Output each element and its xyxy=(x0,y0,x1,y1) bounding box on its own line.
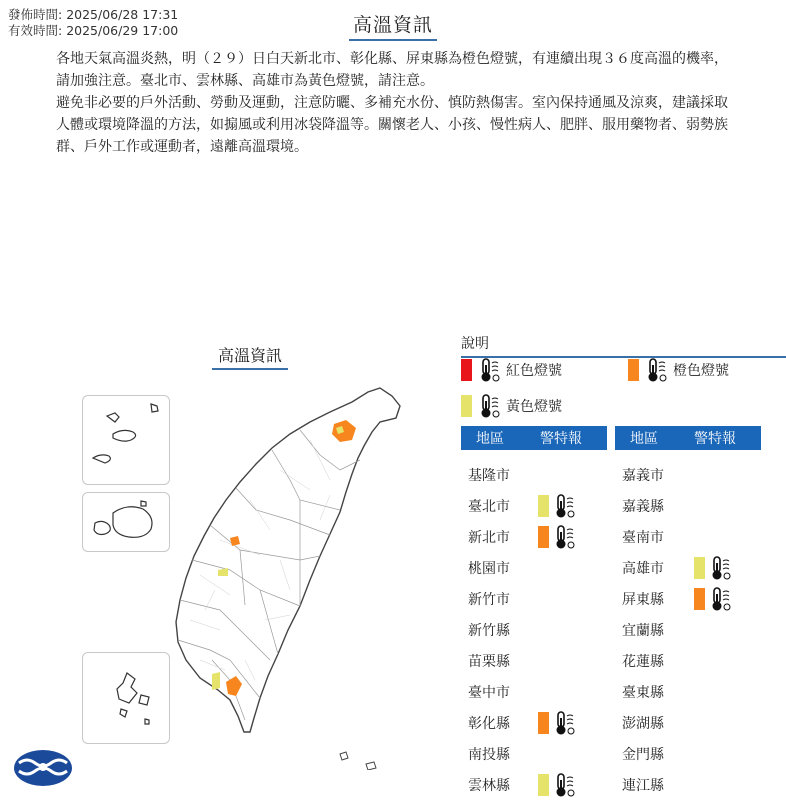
orchid-island xyxy=(366,762,376,770)
description-para-1: 各地天氣高溫炎熱，明（２９）日白天新北市、彰化縣、屏東縣為橙色燈號，有連續出現３６度高溫的機率，請加強注意。臺北市、雲林縣、高雄市為黃色燈號，請注意。 xyxy=(56,51,728,89)
valid-label: 有效時間: xyxy=(8,23,63,38)
warning-swatch xyxy=(694,557,705,579)
warning-swatch xyxy=(538,712,549,734)
cwa-logo xyxy=(13,749,73,787)
table-row-right-0: 嘉義市 xyxy=(622,468,664,484)
thermometer-icon xyxy=(553,493,575,519)
warning-orange xyxy=(538,524,575,550)
table-row-right-2: 臺南市 xyxy=(622,530,664,546)
table-header-left xyxy=(461,426,607,450)
map-title: 高溫資訊 xyxy=(212,343,288,370)
legend-yellow xyxy=(461,393,562,419)
table-row-right-10: 連江縣 xyxy=(622,778,664,794)
legend-orange-label: 橙色燈號 xyxy=(673,363,729,379)
legend-red-label: 紅色燈號 xyxy=(506,363,562,379)
legend-orange xyxy=(628,357,729,383)
table-row-right-5: 宜蘭縣 xyxy=(622,623,664,639)
green-island xyxy=(340,752,348,760)
col-warning-left: 警特報 xyxy=(540,431,582,447)
thermometer-icon xyxy=(709,586,731,612)
area-kaohsiung-yellow xyxy=(212,672,220,690)
thermometer-icon xyxy=(645,357,667,383)
legend-title: 說明 xyxy=(461,333,786,358)
legend-red xyxy=(461,357,562,383)
page-title-wrap xyxy=(0,10,786,41)
table-row-left-9: 南投縣 xyxy=(468,747,510,763)
table-row-left-7: 臺中市 xyxy=(468,685,510,701)
legend-orange-swatch xyxy=(628,359,639,381)
legend-red-swatch xyxy=(461,359,472,381)
warning-orange xyxy=(694,586,731,612)
table-row-right-4: 屏東縣 xyxy=(622,592,664,608)
legend-yellow-swatch xyxy=(461,395,472,417)
thermometer-icon xyxy=(553,524,575,550)
warning-yellow xyxy=(538,493,575,519)
table-row-left-3: 桃園市 xyxy=(468,561,510,577)
table-header-right xyxy=(615,426,761,450)
warning-orange xyxy=(538,710,575,736)
table-row-right-1: 嘉義縣 xyxy=(622,499,664,515)
col-region-right: 地區 xyxy=(630,431,658,447)
table-row-right-6: 花蓮縣 xyxy=(622,654,664,670)
warning-yellow xyxy=(694,555,731,581)
table-row-left-10: 雲林縣 xyxy=(468,778,510,794)
warning-swatch xyxy=(538,495,549,517)
table-row-left-4: 新竹市 xyxy=(468,592,510,608)
table-row-left-8: 彰化縣 xyxy=(468,716,510,732)
thermometer-icon xyxy=(478,357,500,383)
warning-yellow xyxy=(538,772,575,798)
thermometer-icon xyxy=(553,772,575,798)
table-row-left-5: 新竹縣 xyxy=(468,623,510,639)
table-row-right-3: 高雄市 xyxy=(622,561,664,577)
table-row-left-2: 新北市 xyxy=(468,530,510,546)
thermometer-icon xyxy=(553,710,575,736)
issued-label: 發佈時間: xyxy=(8,7,63,22)
warning-swatch xyxy=(538,774,549,796)
thermometer-icon xyxy=(709,555,731,581)
table-row-left-1: 臺北市 xyxy=(468,499,510,515)
description-para-2: 避免非必要的戶外活動、勞動及運動，注意防曬、多補充水份、慎防熱傷害。室內保持通風及涼爽，建議採取人體或環境降溫的方法，如搧風或利用冰袋降溫等。關懷老人、小孩、慢性病人、肥胖、服用藥物者、弱勢族群、戶外工作或運動者，遠離高溫環境。 xyxy=(56,95,728,155)
warning-swatch xyxy=(538,526,549,548)
warning-swatch xyxy=(694,588,705,610)
description xyxy=(56,48,736,158)
valid-time: 2025/06/29 17:00 xyxy=(66,23,179,38)
table-row-right-9: 金門縣 xyxy=(622,747,664,763)
table-row-right-8: 澎湖縣 xyxy=(622,716,664,732)
legend-yellow-label: 黃色燈號 xyxy=(506,399,562,415)
table-row-left-6: 苗栗縣 xyxy=(468,654,510,670)
thermometer-icon xyxy=(478,393,500,419)
col-warning-right: 警特報 xyxy=(694,431,736,447)
col-region-left: 地區 xyxy=(476,431,504,447)
taiwan-mainland xyxy=(176,388,400,732)
taiwan-map xyxy=(0,360,440,770)
table-row-right-7: 臺東縣 xyxy=(622,685,664,701)
table-row-left-0: 基隆市 xyxy=(468,468,510,484)
page-title: 高溫資訊 xyxy=(349,10,437,41)
issued-time: 2025/06/28 17:31 xyxy=(66,7,179,22)
